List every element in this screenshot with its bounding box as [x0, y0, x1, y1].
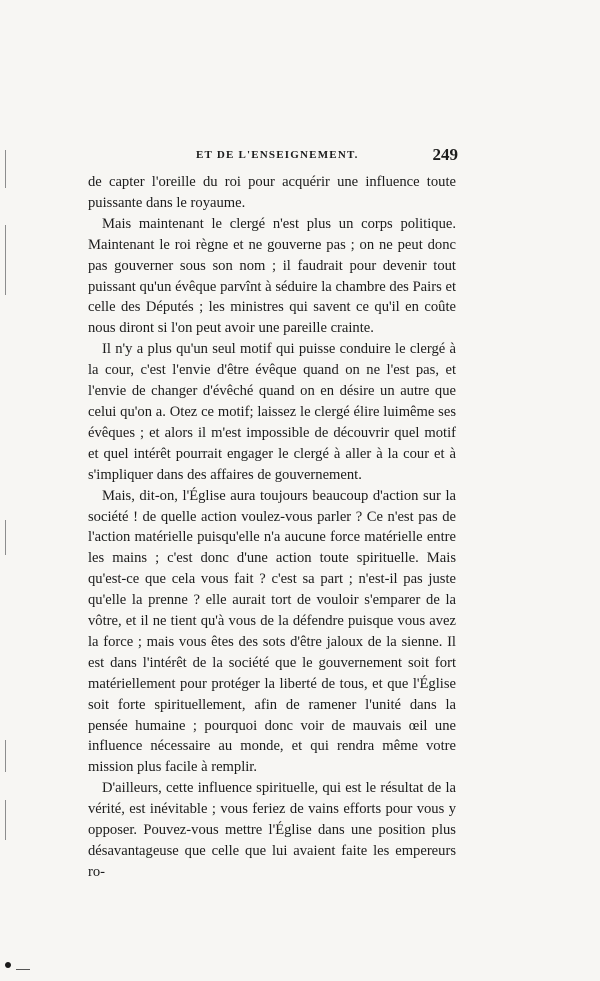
paragraph: D'ailleurs, cette influence spirituelle, qui est le résultat de la vérité, est inévitable ; vous feriez de vains efforts pour vous y opposer. Pouvez-vous mettre l'Église dans une position plus désavantageuse que celle que lui avaient faite les empereurs ro- [88, 780, 456, 880]
running-head-title: ET DE L'ENSEIGNEMENT. [196, 149, 359, 161]
running-head [88, 145, 464, 167]
ink-speck [5, 962, 11, 968]
page-number: 249 [432, 145, 458, 164]
paragraph: Il n'y a plus qu'un seul motif qui puisse conduire le clergé à la cour, c'est l'envie d'être évêque quand on ne l'est pas, et l'envie de changer d'évêché quand on en désire un autre que celui qu'on a. Otez ce motif; laissez le clergé élire luimême ses évêques ; et alors il m'est impossible de découvrir quel motif et quel intérêt pourrait engager le clergé à aller à la cour et à s'impliquer dans des affaires de gouvernement. [88, 341, 456, 483]
paragraph: Mais maintenant le clergé n'est plus un corps politique. Maintenant le roi règne et ne gouverne pas ; on ne peut donc pas gouverner sous son nom ; il faudrait pour devenir tout puissant qu'un évêque parvînt à séduire la chambre des Pairs et celle des Députés ; les ministres qui savent ce qu'il en coûte nous diront si l'on peut avoir une pareille crainte. [88, 215, 456, 337]
scan-edge-mark [5, 150, 6, 188]
paragraph-continuation: de capter l'oreille du roi pour acquérir une influence toute puissante dans le royaume. [88, 174, 456, 211]
scan-edge-mark [5, 800, 6, 840]
ink-speck-dash [16, 969, 30, 970]
paragraph: Mais, dit-on, l'Église aura toujours beaucoup d'action sur la société ! de quelle action voulez-vous parler ? Ce n'est pas de l'action matérielle puisqu'elle n'a aucune force matérielle entre les mains ; c'est donc d'une action toute spirituelle. Mais qu'est-ce que cela vous fait ? c'est sa part ; n'est-il pas juste qu'elle la prenne ? elle aurait tort de vouloir s'emparer de la vôtre, et il ne tient qu'à vous de la défendre puisque vous avez la force ; mais vous êtes des sots d'être jaloux de la sienne. Il est dans l'intérêt de la société que le gouvernement soit fort matériellement pour protéger la liberté de tous, et que l'Église soit forte spirituellement, afin de ramener l'unité dans la pensée humaine ; pourquoi donc voir de mauvais œil une influence nécessaire au monde, et qui rendra même votre mission plus facile à remplir. [88, 487, 456, 776]
scan-edge-mark [5, 740, 6, 772]
body-text [88, 172, 456, 883]
scan-edge-mark [5, 225, 6, 295]
scan-edge-mark [5, 520, 6, 555]
